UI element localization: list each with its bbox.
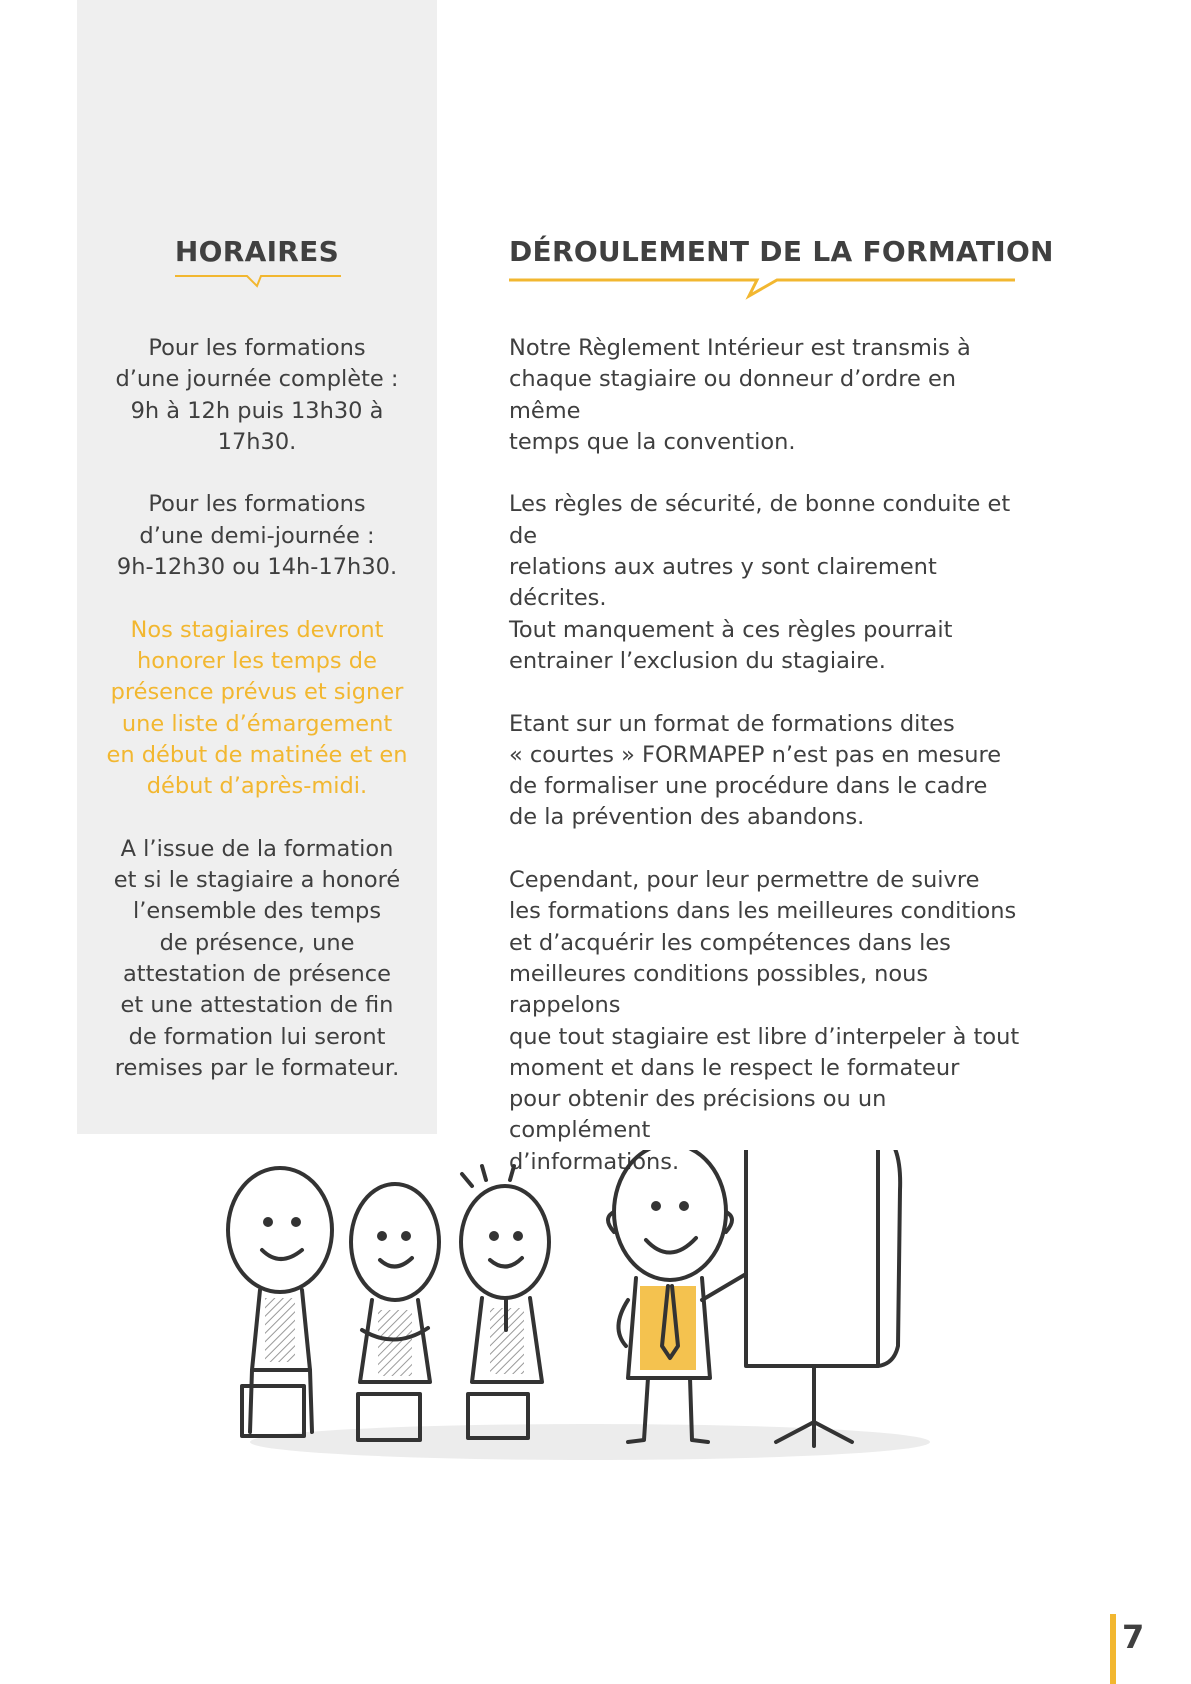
- deroulement-paragraph: Etant sur un format de formations dites « courtes » FORMAPEP n’est pas en mesure de formaliser une procédure dans le cadre de la prévention des abandons.: [509, 710, 1002, 831]
- horaires-underline: [175, 274, 341, 292]
- horaires-heading: HORAIRES: [174, 235, 340, 268]
- deroulement-paragraph: Notre Règlement Intérieur est transmis à chaque stagiaire ou donneur d’ordre en même temps que la convention.: [509, 335, 971, 455]
- horaires-paragraph: Pour les formations d’une demi-journée : 9h-12h30 ou 14h-17h30.: [116, 491, 398, 581]
- horaires-highlight-paragraph: Nos stagiaires devront honorer les temps de présence prévus et signer une liste d’émargement en début de matinée et en début d’après-midi.: [106, 616, 408, 800]
- deroulement-text: [509, 333, 1029, 1209]
- deroulement-paragraph: Les règles de sécurité, de bonne conduite et de relations aux autres y sont clairement décrites. Tout manquement à ces règles pourrait entrainer l’exclusion du stagiaire.: [509, 491, 1011, 674]
- deroulement-underline: [509, 274, 1015, 300]
- page-number: 7: [1122, 1618, 1145, 1656]
- deroulement-heading: DÉROULEMENT DE LA FORMATION: [509, 235, 1054, 268]
- horaires-paragraph: Pour les formations d’une journée complète : 9h à 12h puis 13h30 à 17h30.: [115, 335, 399, 455]
- horaires-text: [97, 333, 417, 1115]
- page-number-bar: [1110, 1614, 1116, 1684]
- trainer-presenting-illustration-icon: [210, 1150, 990, 1470]
- horaires-paragraph: A l’issue de la formation et si le stagiaire a honoré l’ensemble des temps de présence, une attestation de présence et une attestation de fin de formation lui seront remises par le formateur.: [113, 835, 401, 1081]
- deroulement-paragraph: Cependant, pour leur permettre de suivre les formations dans les meilleures conditions et d’acquérir les compétences dans les meilleures conditions possibles, nous rappelons que tout stagiaire est libre d’interpeler à tout moment et dans le respect le formateur pour obtenir des précisions ou un complément d’informations.: [509, 867, 1020, 1175]
